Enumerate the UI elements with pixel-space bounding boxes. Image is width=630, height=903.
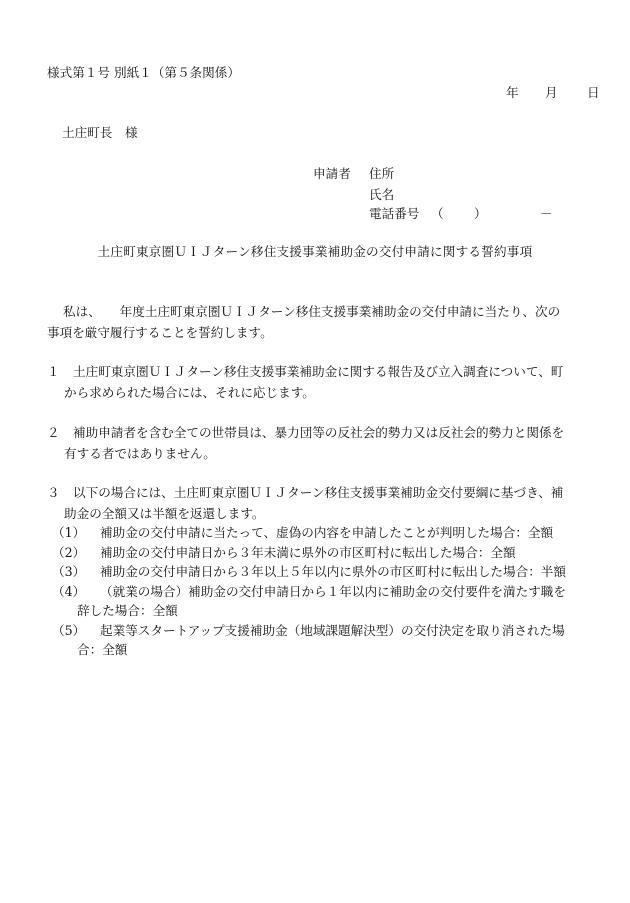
refund-conditions-list bbox=[52, 527, 612, 664]
subitem-number: （3） bbox=[52, 564, 86, 579]
subitem-5: （5） 起業等スタートアップ支援補助金（地域課題解決型）の交付決定を取り消された場 bbox=[52, 622, 565, 638]
intro-line: 私は、 年度土庄町東京圏ＵＩＪターン移住支援事業補助金の交付申請に当たり、次の bbox=[63, 304, 561, 319]
phone-open-paren: （ bbox=[431, 206, 444, 221]
phone-close-paren: ） bbox=[474, 206, 487, 221]
subitem-2: （2） 補助金の交付申請日から３年未満に県外の市区町村に転出した場合：全額 bbox=[52, 544, 516, 560]
address-label: 住所 bbox=[369, 166, 395, 181]
item-number: ３ bbox=[47, 485, 60, 500]
item-line: 助金の全額又は半額を返還します。 bbox=[64, 506, 265, 521]
item-number: ２ bbox=[47, 425, 60, 440]
document-title: 土庄町東京圏ＵＩＪターン移住支援事業補助金の交付申請に関する誓約事項 bbox=[97, 244, 533, 259]
subitem-number: （5） bbox=[52, 622, 86, 638]
subitem-4: （4） （就業の場合）補助金の交付申請日から１年以内に補助金の交付要件を満たす職を bbox=[52, 583, 566, 599]
pledge-item-3 bbox=[47, 487, 607, 529]
subitem-3: （3） 補助金の交付申請日から３年以上５年以内に県外の市区町村に転出した場合：半額 bbox=[52, 564, 566, 579]
pledge-item-1 bbox=[47, 366, 607, 408]
date-day-label: 日 bbox=[587, 85, 600, 100]
applicant-label: 申請者 bbox=[313, 166, 351, 181]
subitem-5-continued: 合：全額 bbox=[77, 642, 128, 657]
phone-dash: － bbox=[540, 206, 553, 221]
subitem-number: （4） bbox=[52, 583, 86, 599]
item-line: ２ 補助申請者を含む全ての世帯員は、暴力団等の反社会的勢力又は反社会的勢力と関係を bbox=[47, 425, 565, 440]
name-label: 氏名 bbox=[369, 187, 395, 202]
phone-label: 電話番号 bbox=[369, 206, 420, 221]
subitem-1: （1） 補助金の交付申請に当たって、虚偽の内容を申請したことが判明した場合：全額 bbox=[52, 525, 554, 540]
item-line: 有する者ではありません。 bbox=[64, 446, 216, 461]
pledge-item-2 bbox=[47, 427, 607, 469]
form-number: 様式第１号 別紙１（第５条関係） bbox=[47, 65, 240, 80]
date-month-label: 月 bbox=[545, 85, 558, 100]
intro-line: 事項を厳守履行することを誓約します。 bbox=[47, 325, 273, 340]
date-year-label: 年 bbox=[506, 85, 519, 100]
addressee: 土庄町長 様 bbox=[62, 125, 138, 140]
subitem-4-continued: 辞した場合：全額 bbox=[77, 603, 178, 618]
item-line: ３ 以下の場合には、土庄町東京圏ＵＩＪターン移住支援事業補助金交付要綱に基づき、補 bbox=[47, 485, 564, 500]
item-line: １ 土庄町東京圏ＵＩＪターン移住支援事業補助金に関する報告及び立入調査について、町 bbox=[47, 364, 564, 379]
item-line: から求められた場合には、それに応じます。 bbox=[64, 385, 315, 400]
intro-paragraph bbox=[47, 306, 607, 348]
subitem-number: （1） bbox=[52, 525, 86, 540]
subitem-number: （2） bbox=[52, 544, 86, 560]
item-number: １ bbox=[47, 364, 60, 379]
